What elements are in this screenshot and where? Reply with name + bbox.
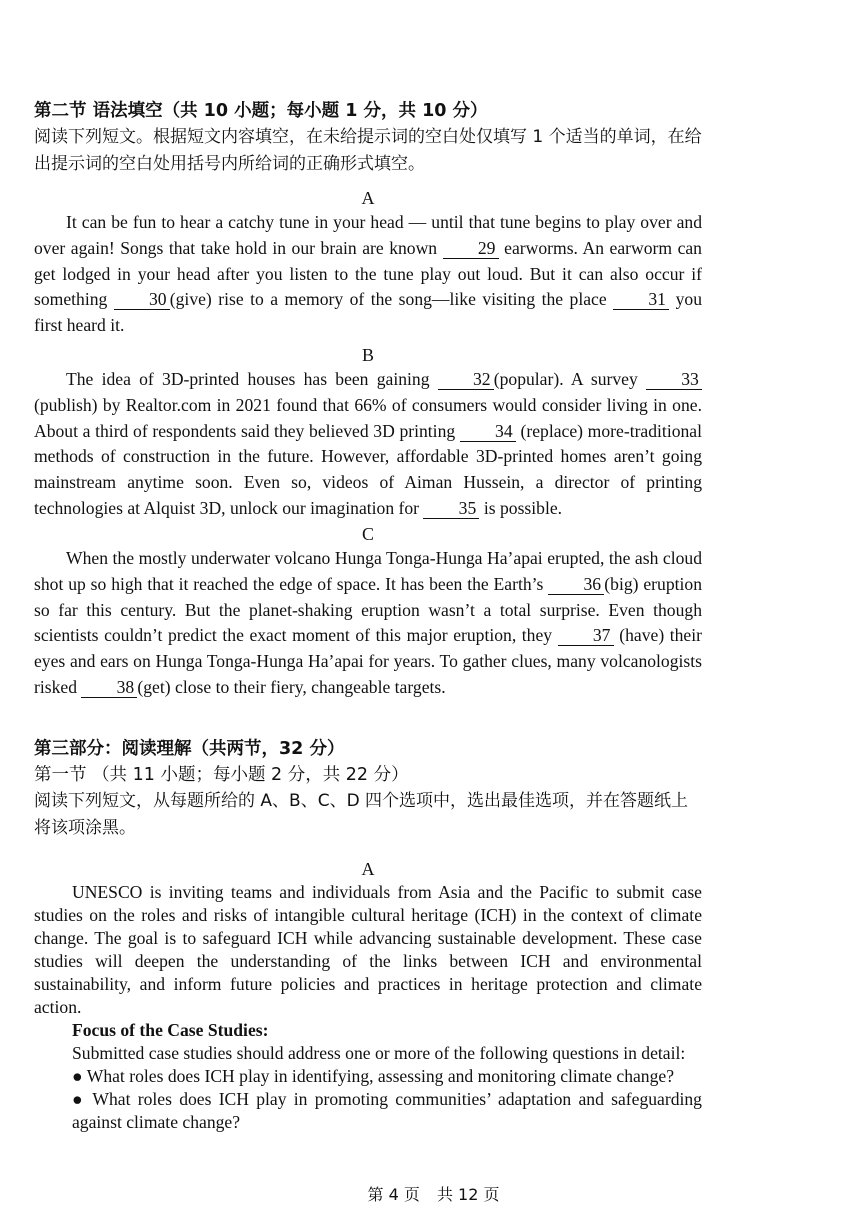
page-number: 第 4 页 <box>367 1185 420 1204</box>
passage-a-seg2: earworms. An earworm can get lodged in your head after you listen to the tune play out loud. But it can also occur if something <box>34 237 702 310</box>
passage-a-seg4: you first heard it. <box>34 289 703 336</box>
page-footer <box>0 1182 867 1205</box>
passage-b-seg3: (publish) by Realtor.com in 2021 found that 66% of consumers would consider living in one. About a third of respondents said they believed 3D printing <box>34 394 702 441</box>
passage-c-seg2: (big) eruption so far this century. But the planet-shaking eruption wasn’t a total surprise. Even though scientists couldn’t predict the exact moment of this major eruption, they <box>34 573 703 646</box>
reading-a-letter: A <box>361 859 375 879</box>
part3-subheading: 第一节 （共 11 小题；每小题 2 分，共 22 分） <box>34 765 409 785</box>
reading-a-paragraph-2: Submitted case studies should address one or more of the following questions in detail: <box>72 1043 686 1063</box>
blank-34: 34 <box>460 422 516 442</box>
reading-a-paragraph: UNESCO is inviting teams and individuals from Asia and the Pacific to submit case studies on the roles and risks of intangible cultural heritage (ICH) in the context of climate change. The goal is to safeguard ICH while advancing sustainable development. These case studies will deepen the understanding of the links between ICH and environmental sustainability, and inform future policies and practices in heritage protection and climate action. <box>34 882 702 1017</box>
part3-heading: 第三部分：阅读理解（共两节，32 分） <box>34 739 345 759</box>
blank-30: 30 <box>114 290 170 310</box>
reading-a <box>34 857 702 1134</box>
passage-c-seg3: (have) their eyes and ears on Hunga Tonga-Hunga Ha’apai for years. To gather clues, many volcanologists risked <box>34 625 702 697</box>
passage-b-seg1: The idea of 3D-printed houses has been gaining <box>66 369 430 389</box>
blank-31: 31 <box>613 290 669 310</box>
blank-37: 37 <box>558 626 614 646</box>
passage-a-text <box>34 210 702 339</box>
page-total: 共 12 页 <box>436 1185 500 1204</box>
section2-heading: 第二节 语法填空（共 10 小题；每小题 1 分，共 10 分） <box>34 101 488 121</box>
blank-29: 29 <box>443 239 499 259</box>
blank-32: 32 <box>438 370 494 390</box>
passage-a-letter: A <box>361 188 375 208</box>
section2-instructions: 阅读下列短文。根据短文内容填空，在未给提示词的空白处仅填写 1 个适当的单词，在给出提示词的空白处用括号内所给词的正确形式填空。 <box>34 127 702 174</box>
blank-33: 33 <box>646 370 702 390</box>
passage-b-seg2: (popular). A survey <box>493 369 638 389</box>
passage-b <box>34 343 702 522</box>
bullet-item-2: ● What roles does ICH play in promoting communities’ adaptation and safeguarding against climate change? <box>72 1089 702 1132</box>
blank-36: 36 <box>548 575 604 595</box>
bullet-item-2-text: What roles does ICH play in promoting communities’ adaptation and safeguarding against climate change? <box>72 1089 702 1132</box>
passage-b-seg5: is possible. <box>483 497 563 518</box>
passage-b-text <box>34 367 702 522</box>
part3-block <box>34 736 702 842</box>
passage-c-seg1: When the mostly underwater volcano Hunga Tonga-Hunga Ha’apai erupted, the ash cloud shot up so high that it reached the edge of space. It has been the Earth’s <box>34 548 702 594</box>
passage-a-seg3: (give) rise to a memory of the song—like visiting the place <box>169 289 607 310</box>
focus-heading: Focus of the Case Studies: <box>72 1020 269 1040</box>
passage-b-letter: B <box>361 345 374 365</box>
passage-c <box>34 522 702 701</box>
passage-c-letter: C <box>361 524 374 544</box>
bullet-item-1: ● What roles does ICH play in identifying, assessing and monitoring climate change? <box>72 1066 675 1086</box>
blank-35: 35 <box>423 499 479 519</box>
blank-38: 38 <box>81 678 137 698</box>
passage-a <box>34 186 702 339</box>
passage-c-text <box>34 546 702 701</box>
passage-c-seg4: (get) close to their fiery, changeable targets. <box>137 676 446 697</box>
passage-b-seg4: (replace) more-traditional methods of construction in the future. However, affordable 3D-printed homes aren’t going mainstream anytime soon. Even so, videos of Aiman Hussein, a director of printing technologies at Alquist 3D, unlock our imagination for <box>34 420 702 518</box>
part3-instructions: 阅读下列短文，从每题所给的 A、B、C、D 四个选项中，选出最佳选项，并在答题纸上将该项涂黑。 <box>34 791 689 838</box>
section2-block <box>34 98 702 178</box>
passage-a-seg1: It can be fun to hear a catchy tune in your head — until that tune begins to play over and over again! Songs that take hold in our brain are known <box>34 212 702 258</box>
bullet-item-1-text: What roles does ICH play in identifying, assessing and monitoring climate change? <box>86 1066 675 1086</box>
